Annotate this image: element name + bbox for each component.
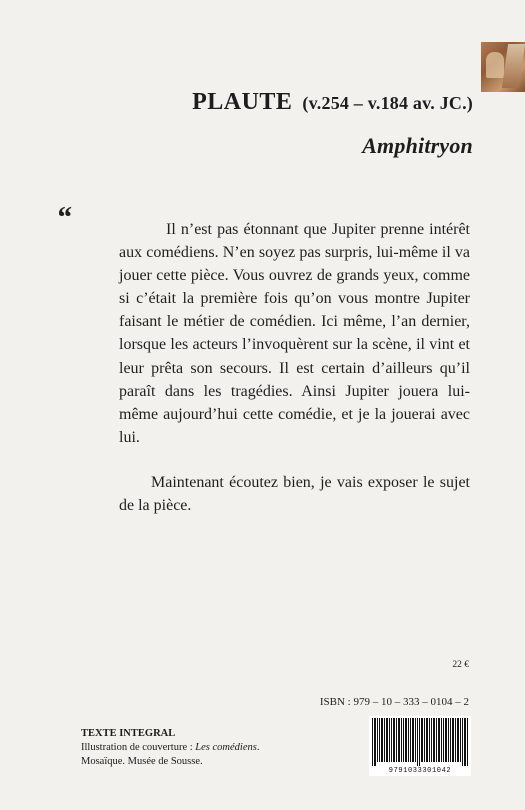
credits-block	[81, 727, 341, 768]
quote-paragraph-2: Maintenant écoutez bien, je vais exposer le sujet de la pièce.	[119, 473, 470, 515]
credit-label: TEXTE INTEGRAL	[81, 728, 176, 739]
thumbnail-figure-right	[502, 44, 525, 88]
back-cover-quote	[119, 218, 470, 517]
opening-quote-mark: “	[56, 199, 72, 234]
illustration-credit	[81, 741, 341, 755]
author-name: PLAUTE	[192, 89, 293, 115]
price-label: 22 €	[452, 660, 469, 670]
author-header	[192, 88, 473, 117]
author-dates: (v.254 – v.184 av. JC.)	[302, 93, 473, 113]
thumbnail-figure-left	[486, 52, 504, 78]
isbn-label: ISBN : 979 – 10 – 333 – 0104 – 2	[319, 696, 469, 708]
quote-paragraph-1: Il n’est pas étonnant que Jupiter prenne intérêt aux comédiens. N’en soyez pas surpris, lui-même il va jouer cette pièce. Vous ouvrez de grands yeux, comme si c’était la première fois qu’on vous montre Jupiter faisant le métier de comédien. Ici même, l’an dernier, lorsque les acteurs l’invoquèrent sur la scène, il vint et leur prêta son secours. Il est certain d’ailleurs qu’il paraît dans les tragédies. Ainsi Jupiter jouera lui-même aujourd’hui cette comédie, et je la jouerai avec lui.	[119, 221, 470, 446]
illustration-suffix: .	[256, 741, 260, 753]
book-title: Amphitryon	[362, 133, 473, 158]
illustration-title: Les comédiens	[195, 741, 257, 753]
cover-illustration-thumbnail	[481, 42, 525, 92]
illustration-source: Mosaïque. Musée de Sousse.	[81, 755, 203, 767]
illustration-prefix: Illustration de couverture :	[81, 741, 196, 753]
barcode	[369, 716, 471, 776]
barcode-number: 9791033301042	[369, 767, 471, 775]
